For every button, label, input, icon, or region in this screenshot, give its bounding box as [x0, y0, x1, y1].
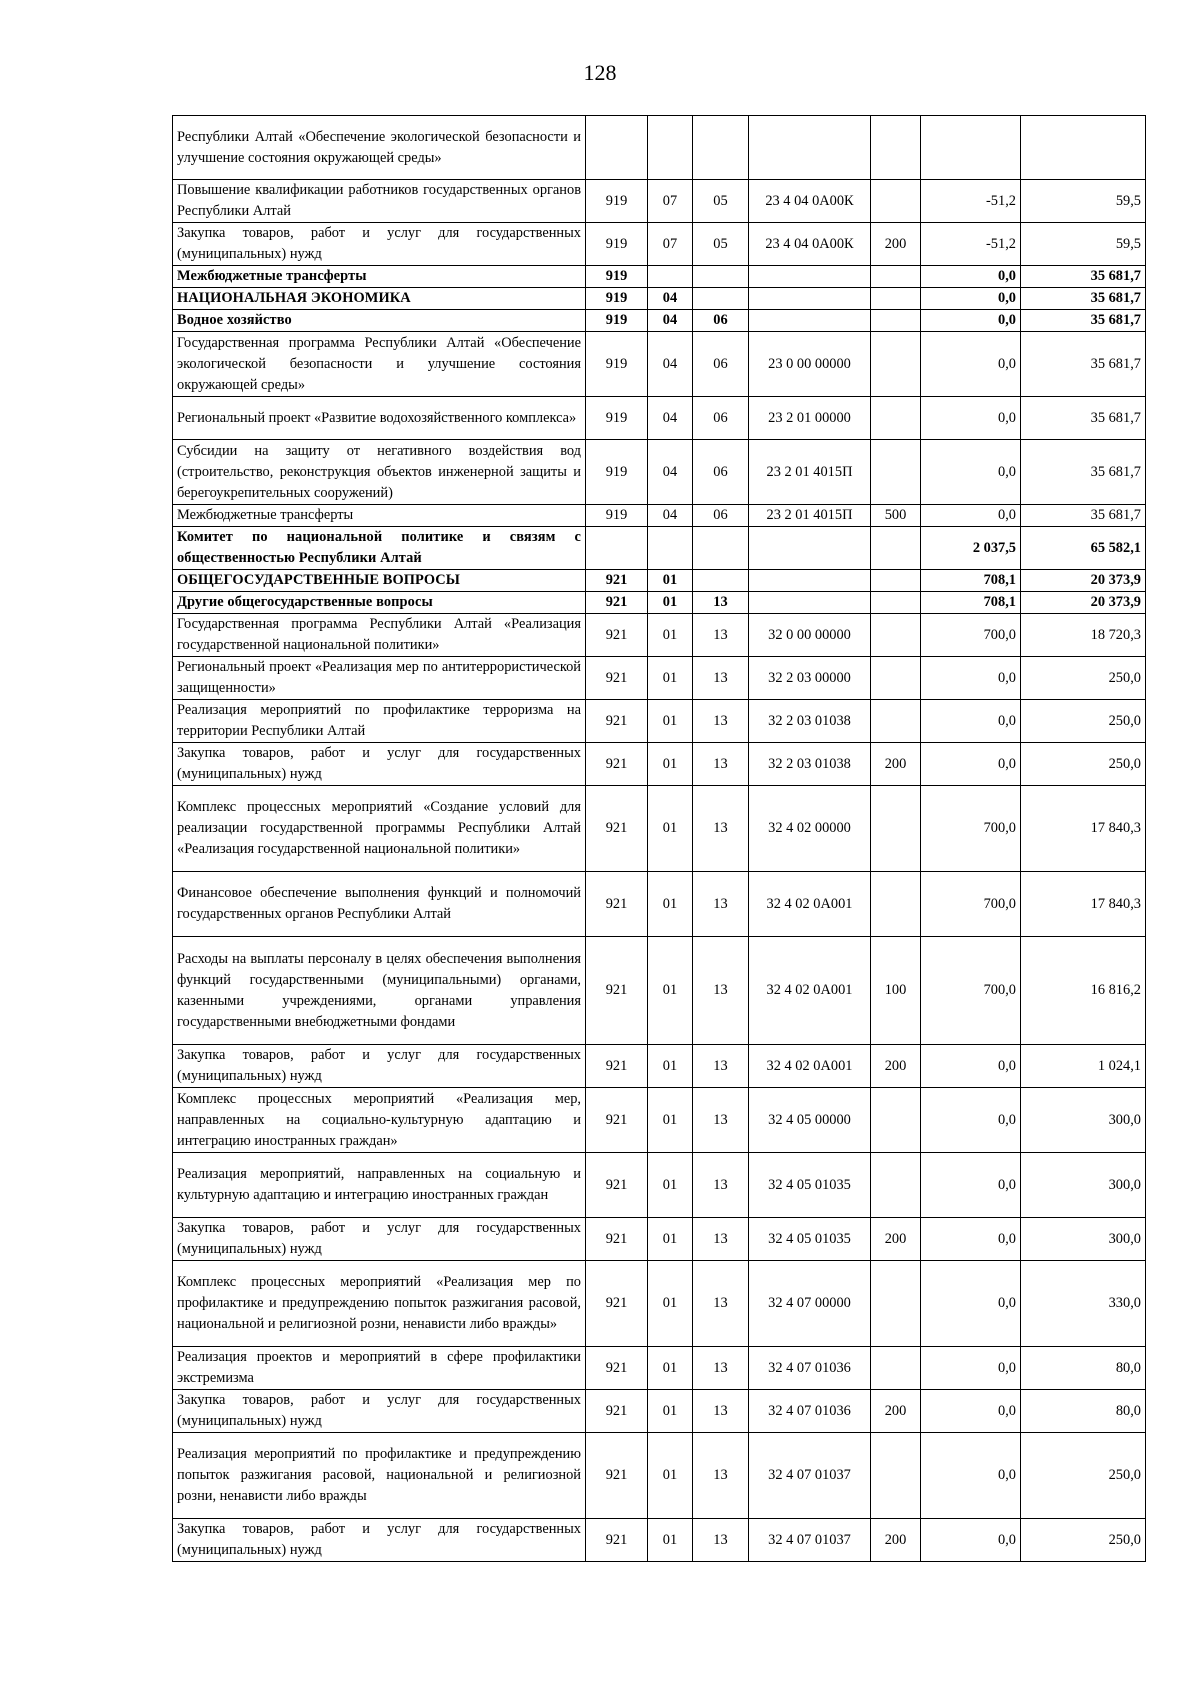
- total-amount-cell: 35 681,7: [1021, 288, 1146, 310]
- table-row: [173, 657, 1146, 700]
- expense-type-cell: [871, 1088, 921, 1153]
- change-amount-cell: 0,0: [921, 1088, 1021, 1153]
- subsection-code-cell: 13: [693, 592, 749, 614]
- table-row: [173, 223, 1146, 266]
- target-article-cell: 32 0 00 00000: [749, 614, 871, 657]
- section-code-cell: [648, 116, 693, 180]
- subsection-code-cell: 13: [693, 743, 749, 786]
- total-amount-cell: 300,0: [1021, 1088, 1146, 1153]
- section-code-cell: 01: [648, 1088, 693, 1153]
- admin-code-cell: 919: [586, 266, 648, 288]
- total-amount-cell: 35 681,7: [1021, 440, 1146, 505]
- section-code-cell: 07: [648, 223, 693, 266]
- table-row: [173, 266, 1146, 288]
- change-amount-cell: 0,0: [921, 440, 1021, 505]
- section-code-cell: 01: [648, 570, 693, 592]
- target-article-cell: 23 2 01 4015П: [749, 440, 871, 505]
- subsection-code-cell: [693, 527, 749, 570]
- subsection-code-cell: [693, 266, 749, 288]
- section-code-cell: 01: [648, 786, 693, 872]
- change-amount-cell: 0,0: [921, 1519, 1021, 1562]
- expense-type-cell: 500: [871, 505, 921, 527]
- admin-code-cell: 919: [586, 180, 648, 223]
- change-amount-cell: 0,0: [921, 1347, 1021, 1390]
- expense-type-cell: [871, 180, 921, 223]
- target-article-cell: [749, 116, 871, 180]
- table-row: [173, 310, 1146, 332]
- change-amount-cell: 0,0: [921, 1045, 1021, 1088]
- expense-type-cell: [871, 266, 921, 288]
- table-row: [173, 116, 1146, 180]
- total-amount-cell: 250,0: [1021, 1519, 1146, 1562]
- admin-code-cell: 921: [586, 700, 648, 743]
- row-name-cell: Закупка товаров, работ и услуг для государственных (муниципальных) нужд: [173, 743, 586, 786]
- total-amount-cell: 18 720,3: [1021, 614, 1146, 657]
- expense-type-cell: [871, 116, 921, 180]
- total-amount-cell: 35 681,7: [1021, 332, 1146, 397]
- total-amount-cell: 80,0: [1021, 1347, 1146, 1390]
- change-amount-cell: 0,0: [921, 743, 1021, 786]
- expense-type-cell: 200: [871, 1390, 921, 1433]
- admin-code-cell: 919: [586, 332, 648, 397]
- section-code-cell: 01: [648, 1218, 693, 1261]
- table-row: [173, 397, 1146, 440]
- target-article-cell: 32 4 07 00000: [749, 1261, 871, 1347]
- target-article-cell: [749, 592, 871, 614]
- section-code-cell: 01: [648, 1433, 693, 1519]
- subsection-code-cell: 13: [693, 1519, 749, 1562]
- total-amount-cell: [1021, 116, 1146, 180]
- table-row: [173, 872, 1146, 937]
- subsection-code-cell: [693, 116, 749, 180]
- total-amount-cell: 250,0: [1021, 1433, 1146, 1519]
- admin-code-cell: 921: [586, 786, 648, 872]
- row-name-cell: НАЦИОНАЛЬНАЯ ЭКОНОМИКА: [173, 288, 586, 310]
- subsection-code-cell: [693, 570, 749, 592]
- subsection-code-cell: 05: [693, 180, 749, 223]
- admin-code-cell: [586, 527, 648, 570]
- expense-type-cell: [871, 527, 921, 570]
- section-code-cell: 04: [648, 505, 693, 527]
- target-article-cell: 23 2 01 00000: [749, 397, 871, 440]
- target-article-cell: [749, 570, 871, 592]
- total-amount-cell: 16 816,2: [1021, 937, 1146, 1045]
- section-code-cell: 01: [648, 700, 693, 743]
- table-row: [173, 1433, 1146, 1519]
- row-name-cell: Государственная программа Республики Алтай «Реализация государственной национальной политики»: [173, 614, 586, 657]
- total-amount-cell: 250,0: [1021, 657, 1146, 700]
- section-code-cell: 01: [648, 657, 693, 700]
- subsection-code-cell: 13: [693, 1088, 749, 1153]
- change-amount-cell: -51,2: [921, 180, 1021, 223]
- admin-code-cell: 921: [586, 657, 648, 700]
- total-amount-cell: 59,5: [1021, 223, 1146, 266]
- admin-code-cell: 919: [586, 310, 648, 332]
- subsection-code-cell: 06: [693, 440, 749, 505]
- target-article-cell: [749, 527, 871, 570]
- row-name-cell: Региональный проект «Развитие водохозяйственного комплекса»: [173, 397, 586, 440]
- section-code-cell: 01: [648, 1347, 693, 1390]
- row-name-cell: Закупка товаров, работ и услуг для государственных (муниципальных) нужд: [173, 1519, 586, 1562]
- subsection-code-cell: 13: [693, 614, 749, 657]
- total-amount-cell: 17 840,3: [1021, 872, 1146, 937]
- section-code-cell: 01: [648, 937, 693, 1045]
- section-code-cell: [648, 266, 693, 288]
- change-amount-cell: 700,0: [921, 614, 1021, 657]
- subsection-code-cell: 06: [693, 332, 749, 397]
- section-code-cell: 04: [648, 397, 693, 440]
- expense-type-cell: [871, 397, 921, 440]
- table-row: [173, 743, 1146, 786]
- target-article-cell: 23 4 04 0А00К: [749, 180, 871, 223]
- subsection-code-cell: 13: [693, 1153, 749, 1218]
- row-name-cell: Государственная программа Республики Алтай «Обеспечение экологической безопасности и улучшение состояния окружающей среды»: [173, 332, 586, 397]
- target-article-cell: 32 4 07 01036: [749, 1347, 871, 1390]
- section-code-cell: 04: [648, 310, 693, 332]
- expense-type-cell: [871, 1153, 921, 1218]
- subsection-code-cell: 13: [693, 1390, 749, 1433]
- expense-type-cell: 100: [871, 937, 921, 1045]
- change-amount-cell: 0,0: [921, 288, 1021, 310]
- total-amount-cell: 35 681,7: [1021, 266, 1146, 288]
- total-amount-cell: 65 582,1: [1021, 527, 1146, 570]
- expense-type-cell: 200: [871, 223, 921, 266]
- change-amount-cell: 0,0: [921, 1218, 1021, 1261]
- page-number: 128: [583, 60, 617, 85]
- admin-code-cell: 921: [586, 1088, 648, 1153]
- subsection-code-cell: [693, 288, 749, 310]
- budget-table-body: [173, 116, 1146, 1562]
- admin-code-cell: 921: [586, 570, 648, 592]
- subsection-code-cell: 13: [693, 657, 749, 700]
- change-amount-cell: 708,1: [921, 570, 1021, 592]
- admin-code-cell: 921: [586, 872, 648, 937]
- target-article-cell: 32 4 05 01035: [749, 1153, 871, 1218]
- row-name-cell: ОБЩЕГОСУДАРСТВЕННЫЕ ВОПРОСЫ: [173, 570, 586, 592]
- section-code-cell: 04: [648, 440, 693, 505]
- row-name-cell: Реализация мероприятий по профилактике терроризма на территории Республики Алтай: [173, 700, 586, 743]
- table-row: [173, 570, 1146, 592]
- total-amount-cell: 330,0: [1021, 1261, 1146, 1347]
- row-name-cell: Реализация мероприятий по профилактике и предупреждению попыток разжигания расовой, национальной и религиозной розни, ненависти либо вражды: [173, 1433, 586, 1519]
- table-row: [173, 1045, 1146, 1088]
- row-name-cell: Комитет по национальной политике и связям с общественностью Республики Алтай: [173, 527, 586, 570]
- change-amount-cell: 0,0: [921, 266, 1021, 288]
- total-amount-cell: 59,5: [1021, 180, 1146, 223]
- table-row: [173, 1519, 1146, 1562]
- target-article-cell: 32 4 02 0А001: [749, 1045, 871, 1088]
- target-article-cell: 23 0 00 00000: [749, 332, 871, 397]
- row-name-cell: Водное хозяйство: [173, 310, 586, 332]
- subsection-code-cell: 13: [693, 937, 749, 1045]
- admin-code-cell: 919: [586, 288, 648, 310]
- target-article-cell: 32 4 07 01036: [749, 1390, 871, 1433]
- row-name-cell: Субсидии на защиту от негативного воздействия вод (строительство, реконструкция объектов инженерной защиты и берегоукрепительных сооружений): [173, 440, 586, 505]
- admin-code-cell: 921: [586, 1519, 648, 1562]
- total-amount-cell: 20 373,9: [1021, 592, 1146, 614]
- target-article-cell: 32 4 02 00000: [749, 786, 871, 872]
- row-name-cell: Другие общегосударственные вопросы: [173, 592, 586, 614]
- target-article-cell: 32 2 03 00000: [749, 657, 871, 700]
- table-row: [173, 440, 1146, 505]
- table-row: [173, 288, 1146, 310]
- row-name-cell: Комплекс процессных мероприятий «Реализация мер, направленных на социально-культурную адаптацию и интеграцию иностранных граждан»: [173, 1088, 586, 1153]
- expense-type-cell: 200: [871, 1045, 921, 1088]
- section-code-cell: 01: [648, 872, 693, 937]
- change-amount-cell: 2 037,5: [921, 527, 1021, 570]
- subsection-code-cell: 13: [693, 1261, 749, 1347]
- admin-code-cell: 921: [586, 1153, 648, 1218]
- admin-code-cell: 921: [586, 592, 648, 614]
- target-article-cell: 32 4 05 01035: [749, 1218, 871, 1261]
- total-amount-cell: 35 681,7: [1021, 397, 1146, 440]
- section-code-cell: 01: [648, 614, 693, 657]
- target-article-cell: [749, 288, 871, 310]
- expense-type-cell: [871, 700, 921, 743]
- change-amount-cell: 0,0: [921, 1153, 1021, 1218]
- expense-type-cell: [871, 614, 921, 657]
- table-row: [173, 1261, 1146, 1347]
- subsection-code-cell: 05: [693, 223, 749, 266]
- section-code-cell: 01: [648, 592, 693, 614]
- section-code-cell: 04: [648, 288, 693, 310]
- total-amount-cell: 300,0: [1021, 1153, 1146, 1218]
- change-amount-cell: 708,1: [921, 592, 1021, 614]
- expense-type-cell: [871, 592, 921, 614]
- table-row: [173, 786, 1146, 872]
- expense-type-cell: [871, 786, 921, 872]
- table-row: [173, 180, 1146, 223]
- admin-code-cell: 919: [586, 223, 648, 266]
- change-amount-cell: -51,2: [921, 223, 1021, 266]
- admin-code-cell: 921: [586, 743, 648, 786]
- table-row: [173, 1347, 1146, 1390]
- subsection-code-cell: 13: [693, 700, 749, 743]
- target-article-cell: [749, 266, 871, 288]
- expense-type-cell: [871, 332, 921, 397]
- change-amount-cell: 700,0: [921, 872, 1021, 937]
- section-code-cell: 01: [648, 1045, 693, 1088]
- table-row: [173, 1088, 1146, 1153]
- target-article-cell: 32 2 03 01038: [749, 743, 871, 786]
- section-code-cell: 07: [648, 180, 693, 223]
- target-article-cell: 32 4 02 0А001: [749, 872, 871, 937]
- row-name-cell: Комплекс процессных мероприятий «Реализация мер по профилактике и предупреждению попыток разжигания расовой, национальной и религиозной розни, ненависти либо вражды»: [173, 1261, 586, 1347]
- expense-type-cell: 200: [871, 743, 921, 786]
- expense-type-cell: 200: [871, 1519, 921, 1562]
- change-amount-cell: 0,0: [921, 397, 1021, 440]
- admin-code-cell: [586, 116, 648, 180]
- section-code-cell: [648, 527, 693, 570]
- change-amount-cell: 700,0: [921, 786, 1021, 872]
- expense-type-cell: [871, 288, 921, 310]
- change-amount-cell: 0,0: [921, 657, 1021, 700]
- table-row: [173, 1153, 1146, 1218]
- target-article-cell: 32 4 05 00000: [749, 1088, 871, 1153]
- section-code-cell: 01: [648, 1153, 693, 1218]
- total-amount-cell: 35 681,7: [1021, 310, 1146, 332]
- admin-code-cell: 919: [586, 440, 648, 505]
- expense-type-cell: [871, 1261, 921, 1347]
- admin-code-cell: 921: [586, 1045, 648, 1088]
- subsection-code-cell: 06: [693, 505, 749, 527]
- section-code-cell: 01: [648, 1390, 693, 1433]
- subsection-code-cell: 06: [693, 310, 749, 332]
- admin-code-cell: 921: [586, 614, 648, 657]
- section-code-cell: 01: [648, 743, 693, 786]
- total-amount-cell: 17 840,3: [1021, 786, 1146, 872]
- admin-code-cell: 921: [586, 1390, 648, 1433]
- target-article-cell: 23 4 04 0А00К: [749, 223, 871, 266]
- subsection-code-cell: 06: [693, 397, 749, 440]
- table-row: [173, 700, 1146, 743]
- table-row: [173, 527, 1146, 570]
- subsection-code-cell: 13: [693, 1347, 749, 1390]
- admin-code-cell: 919: [586, 505, 648, 527]
- total-amount-cell: 35 681,7: [1021, 505, 1146, 527]
- target-article-cell: 32 4 02 0А001: [749, 937, 871, 1045]
- change-amount-cell: 0,0: [921, 505, 1021, 527]
- subsection-code-cell: 13: [693, 786, 749, 872]
- row-name-cell: Межбюджетные трансферты: [173, 266, 586, 288]
- total-amount-cell: 20 373,9: [1021, 570, 1146, 592]
- subsection-code-cell: 13: [693, 1433, 749, 1519]
- admin-code-cell: 921: [586, 937, 648, 1045]
- table-row: [173, 332, 1146, 397]
- table-row: [173, 937, 1146, 1045]
- section-code-cell: 01: [648, 1261, 693, 1347]
- total-amount-cell: 300,0: [1021, 1218, 1146, 1261]
- change-amount-cell: 700,0: [921, 937, 1021, 1045]
- total-amount-cell: 250,0: [1021, 700, 1146, 743]
- change-amount-cell: 0,0: [921, 310, 1021, 332]
- expense-type-cell: [871, 872, 921, 937]
- row-name-cell: Закупка товаров, работ и услуг для государственных (муниципальных) нужд: [173, 223, 586, 266]
- target-article-cell: 23 2 01 4015П: [749, 505, 871, 527]
- change-amount-cell: [921, 116, 1021, 180]
- expense-type-cell: [871, 570, 921, 592]
- change-amount-cell: 0,0: [921, 1433, 1021, 1519]
- budget-table: [172, 115, 1146, 1562]
- row-name-cell: Закупка товаров, работ и услуг для государственных (муниципальных) нужд: [173, 1045, 586, 1088]
- change-amount-cell: 0,0: [921, 1390, 1021, 1433]
- change-amount-cell: 0,0: [921, 332, 1021, 397]
- total-amount-cell: 250,0: [1021, 743, 1146, 786]
- row-name-cell: Республики Алтай «Обеспечение экологической безопасности и улучшение состояния окружающей среды»: [173, 116, 586, 180]
- row-name-cell: Закупка товаров, работ и услуг для государственных (муниципальных) нужд: [173, 1390, 586, 1433]
- admin-code-cell: 919: [586, 397, 648, 440]
- target-article-cell: 32 4 07 01037: [749, 1519, 871, 1562]
- admin-code-cell: 921: [586, 1347, 648, 1390]
- expense-type-cell: [871, 1433, 921, 1519]
- row-name-cell: Расходы на выплаты персоналу в целях обеспечения выполнения функций государственными (муниципальными) органами, казенными учреждениями, органами управления государственными внебюджетными фондами: [173, 937, 586, 1045]
- total-amount-cell: 1 024,1: [1021, 1045, 1146, 1088]
- admin-code-cell: 921: [586, 1261, 648, 1347]
- row-name-cell: Повышение квалификации работников государственных органов Республики Алтай: [173, 180, 586, 223]
- row-name-cell: Комплекс процессных мероприятий «Создание условий для реализации государственной программы Республики Алтай «Реализация государственной национальной политики»: [173, 786, 586, 872]
- expense-type-cell: 200: [871, 1218, 921, 1261]
- expense-type-cell: [871, 440, 921, 505]
- table-row: [173, 505, 1146, 527]
- table-row: [173, 614, 1146, 657]
- row-name-cell: Реализация мероприятий, направленных на социальную и культурную адаптацию и интеграцию иностранных граждан: [173, 1153, 586, 1218]
- subsection-code-cell: 13: [693, 1218, 749, 1261]
- row-name-cell: Закупка товаров, работ и услуг для государственных (муниципальных) нужд: [173, 1218, 586, 1261]
- row-name-cell: Реализация проектов и мероприятий в сфере профилактики экстремизма: [173, 1347, 586, 1390]
- admin-code-cell: 921: [586, 1433, 648, 1519]
- total-amount-cell: 80,0: [1021, 1390, 1146, 1433]
- target-article-cell: [749, 310, 871, 332]
- target-article-cell: 32 4 07 01037: [749, 1433, 871, 1519]
- subsection-code-cell: 13: [693, 1045, 749, 1088]
- target-article-cell: 32 2 03 01038: [749, 700, 871, 743]
- change-amount-cell: 0,0: [921, 1261, 1021, 1347]
- table-row: [173, 1390, 1146, 1433]
- row-name-cell: Региональный проект «Реализация мер по антитеррористической защищенности»: [173, 657, 586, 700]
- row-name-cell: Межбюджетные трансферты: [173, 505, 586, 527]
- change-amount-cell: 0,0: [921, 700, 1021, 743]
- subsection-code-cell: 13: [693, 872, 749, 937]
- section-code-cell: 01: [648, 1519, 693, 1562]
- row-name-cell: Финансовое обеспечение выполнения функций и полномочий государственных органов Республики Алтай: [173, 872, 586, 937]
- section-code-cell: 04: [648, 332, 693, 397]
- expense-type-cell: [871, 1347, 921, 1390]
- table-row: [173, 1218, 1146, 1261]
- expense-type-cell: [871, 657, 921, 700]
- table-row: [173, 592, 1146, 614]
- expense-type-cell: [871, 310, 921, 332]
- admin-code-cell: 921: [586, 1218, 648, 1261]
